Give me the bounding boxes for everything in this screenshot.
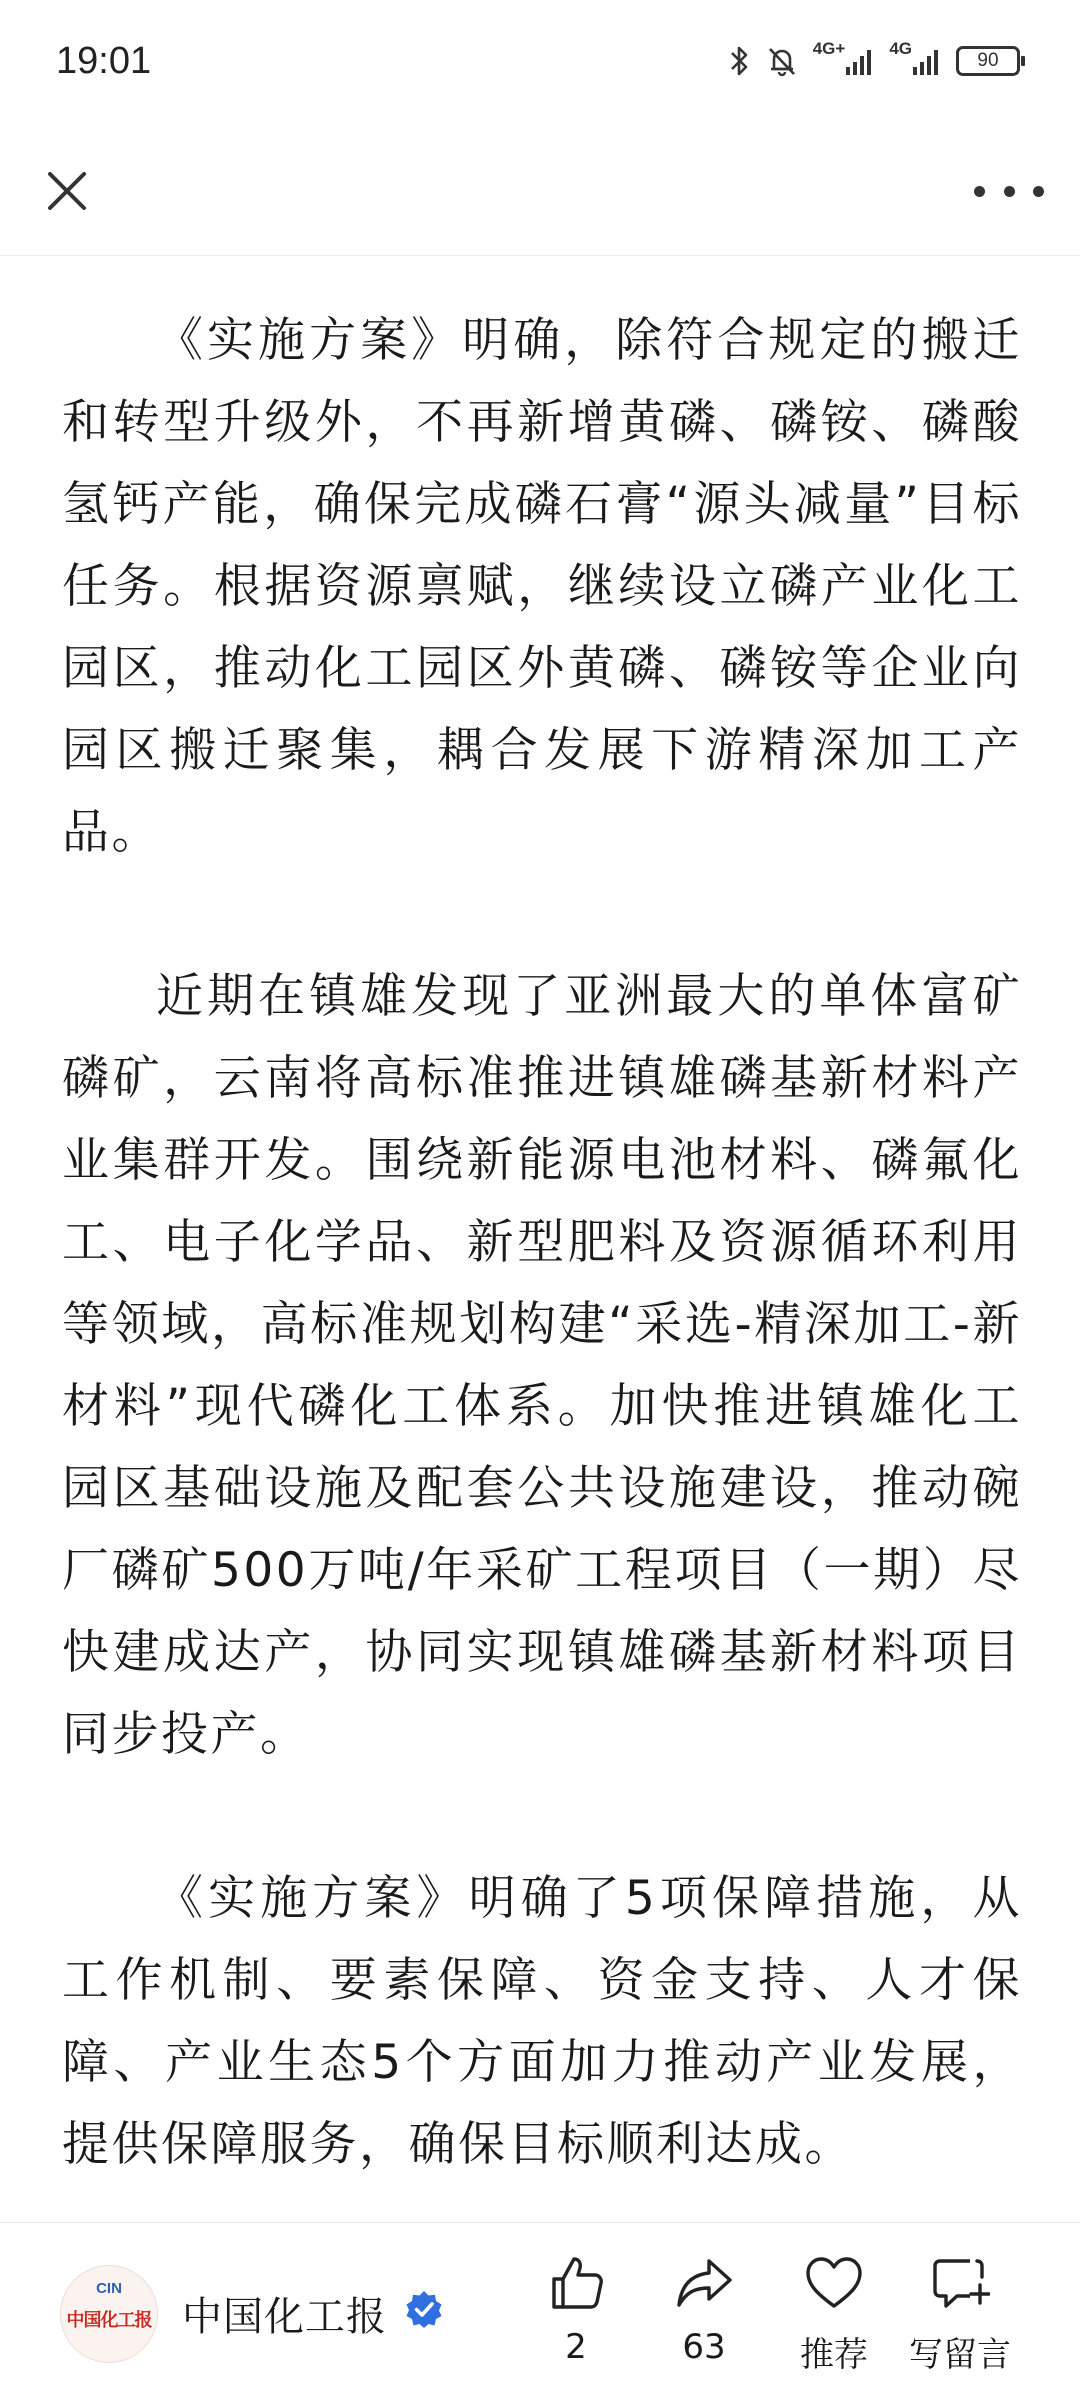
article-body	[62, 300, 1022, 2268]
comment-label: 写留言	[909, 2335, 1011, 2375]
bluetooth-icon	[727, 44, 751, 78]
source-name[interactable]: 中国化工报	[182, 2294, 387, 2340]
top-bar	[0, 130, 1080, 256]
heart-icon	[804, 2253, 864, 2313]
verified-badge-icon	[404, 2289, 444, 2329]
more-dot-icon	[974, 186, 985, 197]
share-button[interactable]	[644, 2253, 764, 2367]
thumbs-up-icon	[546, 2253, 606, 2313]
like-button[interactable]	[516, 2253, 636, 2367]
source-logo[interactable]	[60, 2265, 158, 2363]
recommend-button[interactable]	[774, 2253, 894, 2376]
recommend-label: 推荐	[800, 2335, 868, 2375]
signal-4g-plus-icon	[812, 39, 876, 75]
bottom-action-bar	[0, 2222, 1080, 2401]
share-count: 63	[682, 2327, 726, 2367]
signal2-label: 4G	[889, 39, 912, 58]
more-dot-icon	[1004, 186, 1015, 197]
mute-bell-icon	[765, 44, 799, 78]
status-icons	[727, 39, 1020, 78]
comment-add-icon	[930, 2253, 990, 2313]
signal-4g-icon	[889, 39, 942, 75]
close-button[interactable]	[36, 160, 98, 222]
write-comment-button[interactable]	[900, 2253, 1020, 2376]
article-paragraph: 近期在镇雄发现了亚洲最大的单体富矿磷矿，云南将高标准推进镇雄磷基新材料产业集群开发。围绕新能源电池材料、磷氟化工、电子化学品、新型肥料及资源循环利用等领域，高标准规划构建“采选-精深加工-新材料”现代磷化工体系。加快推进镇雄化工园区基础设施及配套公共设施建设，推动碗厂磷矿500万吨/年采矿工程项目（一期）尽快建成达产，协同实现镇雄磷基新材料项目同步投产。	[62, 969, 1022, 1762]
battery-icon: 90	[956, 46, 1020, 76]
more-options-button[interactable]	[974, 168, 1044, 214]
article-paragraph: 《实施方案》明确了5项保障措施，从工作机制、要素保障、资金支持、人才保障、产业生态5个方面加力推动产业发展，提供保障服务，确保目标顺利达成。	[62, 1871, 1022, 2172]
article-paragraph: 《实施方案》明确，除符合规定的搬迁和转型升级外，不再新增黄磷、磷铵、磷酸氢钙产能，确保完成磷石膏“源头减量”目标任务。根据资源禀赋，继续设立磷产业化工园区，推动化工园区外黄磷、磷铵等企业向园区搬迁聚集，耦合发展下游精深加工产品。	[62, 313, 1022, 860]
logo-text: 中国化工报	[66, 2310, 152, 2331]
signal1-label: 4G+	[812, 39, 846, 58]
close-icon	[36, 160, 98, 222]
share-arrow-icon	[674, 2253, 734, 2313]
status-bar	[0, 0, 1080, 130]
logo-top-text: CIN	[96, 2280, 122, 2297]
like-count: 2	[565, 2327, 587, 2367]
status-time: 19:01	[56, 40, 152, 82]
more-dot-icon	[1033, 186, 1044, 197]
